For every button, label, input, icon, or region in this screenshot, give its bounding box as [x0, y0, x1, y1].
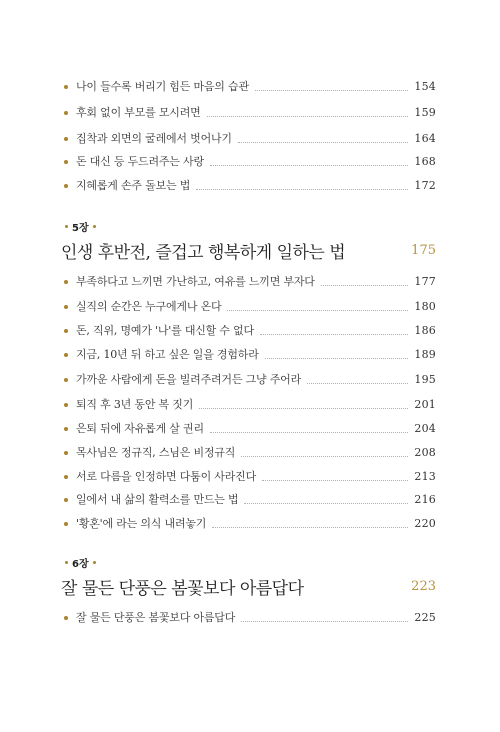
toc-entry-title: 후회 없이 부모를 모시려면 [76, 106, 201, 119]
toc-entry[interactable] [64, 467, 436, 487]
chapter-page: 175 [411, 242, 436, 258]
toc-entry[interactable] [64, 103, 436, 123]
toc-entry-title: 서로 다름을 인정하면 다툼이 사라진다 [76, 470, 257, 483]
toc-entry-page: 180 [414, 300, 436, 313]
dotted-leader [199, 407, 408, 409]
dotted-leader [212, 526, 408, 528]
toc-entry[interactable] [64, 395, 436, 415]
chapter-title: 잘 물든 단풍은 봄꽃보다 아름답다 [61, 578, 304, 599]
dotted-leader [265, 357, 409, 359]
dotted-leader [196, 188, 408, 190]
toc-entry-title: 가까운 사람에게 돈을 빌려주려거든 그냥 주어라 [76, 373, 302, 386]
dotted-leader [238, 141, 409, 143]
toc-entry-title: 부족하다고 느끼면 가난하고, 여유를 느끼면 부자다 [76, 275, 315, 288]
toc-entry-title: 목사님은 정규직, 스님은 비정규직 [76, 446, 236, 459]
dot-icon [65, 225, 68, 228]
toc-entry-page: 220 [414, 517, 436, 530]
toc-entry[interactable] [64, 370, 436, 390]
toc-entry-page: 168 [414, 155, 436, 168]
bullet-icon [64, 522, 68, 526]
bullet-icon [64, 85, 68, 89]
toc-entry[interactable] [64, 419, 436, 439]
toc-entry[interactable] [64, 129, 436, 149]
toc-entry-page: 159 [414, 106, 436, 119]
toc-entry[interactable] [64, 152, 436, 172]
dotted-leader [241, 620, 408, 622]
toc-entry-title: 잘 물든 단풍은 봄꽃보다 아름답다 [76, 611, 236, 624]
dotted-leader [227, 309, 408, 311]
bullet-icon [64, 137, 68, 141]
toc-entry[interactable] [64, 77, 436, 97]
bullet-icon [64, 451, 68, 455]
chapter-number: 5장 [72, 222, 89, 234]
toc-entry[interactable] [64, 321, 436, 341]
toc-entry-page: 208 [414, 446, 436, 459]
dot-icon [65, 561, 68, 564]
toc-entry-title: 퇴직 후 3년 동안 복 짓기 [76, 398, 194, 411]
toc-entry-page: 225 [414, 611, 436, 624]
toc-entry-page: 216 [414, 493, 436, 506]
chapter-title: 인생 후반전, 즐겁고 행복하게 일하는 법 [61, 242, 346, 263]
toc-entry-title: 지금, 10년 뒤 하고 싶은 일을 경험하라 [76, 348, 259, 361]
toc-entry-title: 집착과 외면의 굴레에서 벗어나기 [76, 132, 232, 145]
dotted-leader [307, 382, 408, 384]
bullet-icon [64, 475, 68, 479]
toc-entry-page: 186 [414, 324, 436, 337]
toc-entry-page: 164 [414, 132, 436, 145]
toc-entry-page: 213 [414, 470, 436, 483]
bullet-icon [64, 378, 68, 382]
toc-entry-page: 172 [414, 179, 436, 192]
dotted-leader [255, 89, 409, 91]
dotted-leader [210, 431, 409, 433]
chapter-label [61, 219, 100, 233]
dotted-leader [210, 164, 409, 166]
bullet-icon [64, 427, 68, 431]
chapter-label [61, 555, 100, 569]
dotted-leader [207, 115, 409, 117]
dotted-leader [262, 479, 408, 481]
dotted-leader [241, 455, 408, 457]
bullet-icon [64, 184, 68, 188]
dot-icon [93, 225, 96, 228]
bullet-icon [64, 616, 68, 620]
bullet-icon [64, 111, 68, 115]
dotted-leader [244, 502, 408, 504]
dotted-leader [260, 333, 408, 335]
bullet-icon [64, 498, 68, 502]
toc-entry[interactable] [64, 297, 436, 317]
dot-icon [93, 561, 96, 564]
toc-entry[interactable] [64, 272, 436, 292]
toc-entry-title: 돈, 직위, 명예가 '나'를 대신할 수 없다 [76, 324, 254, 337]
bullet-icon [64, 305, 68, 309]
bullet-icon [64, 353, 68, 357]
toc-entry[interactable] [64, 443, 436, 463]
toc-entry-page: 204 [414, 422, 436, 435]
bullet-icon [64, 329, 68, 333]
toc-entry-page: 201 [414, 398, 436, 411]
toc-entry-title: 일에서 내 삶의 활력소를 만드는 법 [76, 493, 239, 506]
bullet-icon [64, 403, 68, 407]
toc-entry-title: '황혼'에 라는 의식 내려놓기 [76, 517, 207, 530]
chapter-heading[interactable] [61, 572, 436, 600]
toc-entry-title: 나이 들수록 버리기 힘든 마음의 습관 [76, 80, 249, 93]
toc-entry-page: 189 [414, 348, 436, 361]
toc-entry-page: 195 [414, 373, 436, 386]
toc-entry-title: 실직의 순간은 누구에게나 온다 [76, 300, 222, 313]
toc-entry-title: 지혜롭게 손주 돌보는 법 [76, 179, 191, 192]
toc-entry-page: 154 [414, 80, 436, 93]
toc-entry[interactable] [64, 514, 436, 534]
dotted-leader [321, 284, 409, 286]
bullet-icon [64, 160, 68, 164]
toc-entry-title: 돈 대신 등 두드려주는 사랑 [76, 155, 204, 168]
chapter-heading[interactable] [61, 236, 436, 264]
bullet-icon [64, 280, 68, 284]
toc-entry-page: 177 [414, 275, 436, 288]
toc-entry-title: 은퇴 뒤에 자유롭게 살 권리 [76, 422, 204, 435]
toc-entry[interactable] [64, 490, 436, 510]
toc-entry[interactable] [64, 176, 436, 196]
chapter-number: 6장 [72, 558, 89, 570]
toc-entry[interactable] [64, 608, 436, 628]
chapter-page: 223 [411, 578, 436, 594]
toc-entry[interactable] [64, 345, 436, 365]
